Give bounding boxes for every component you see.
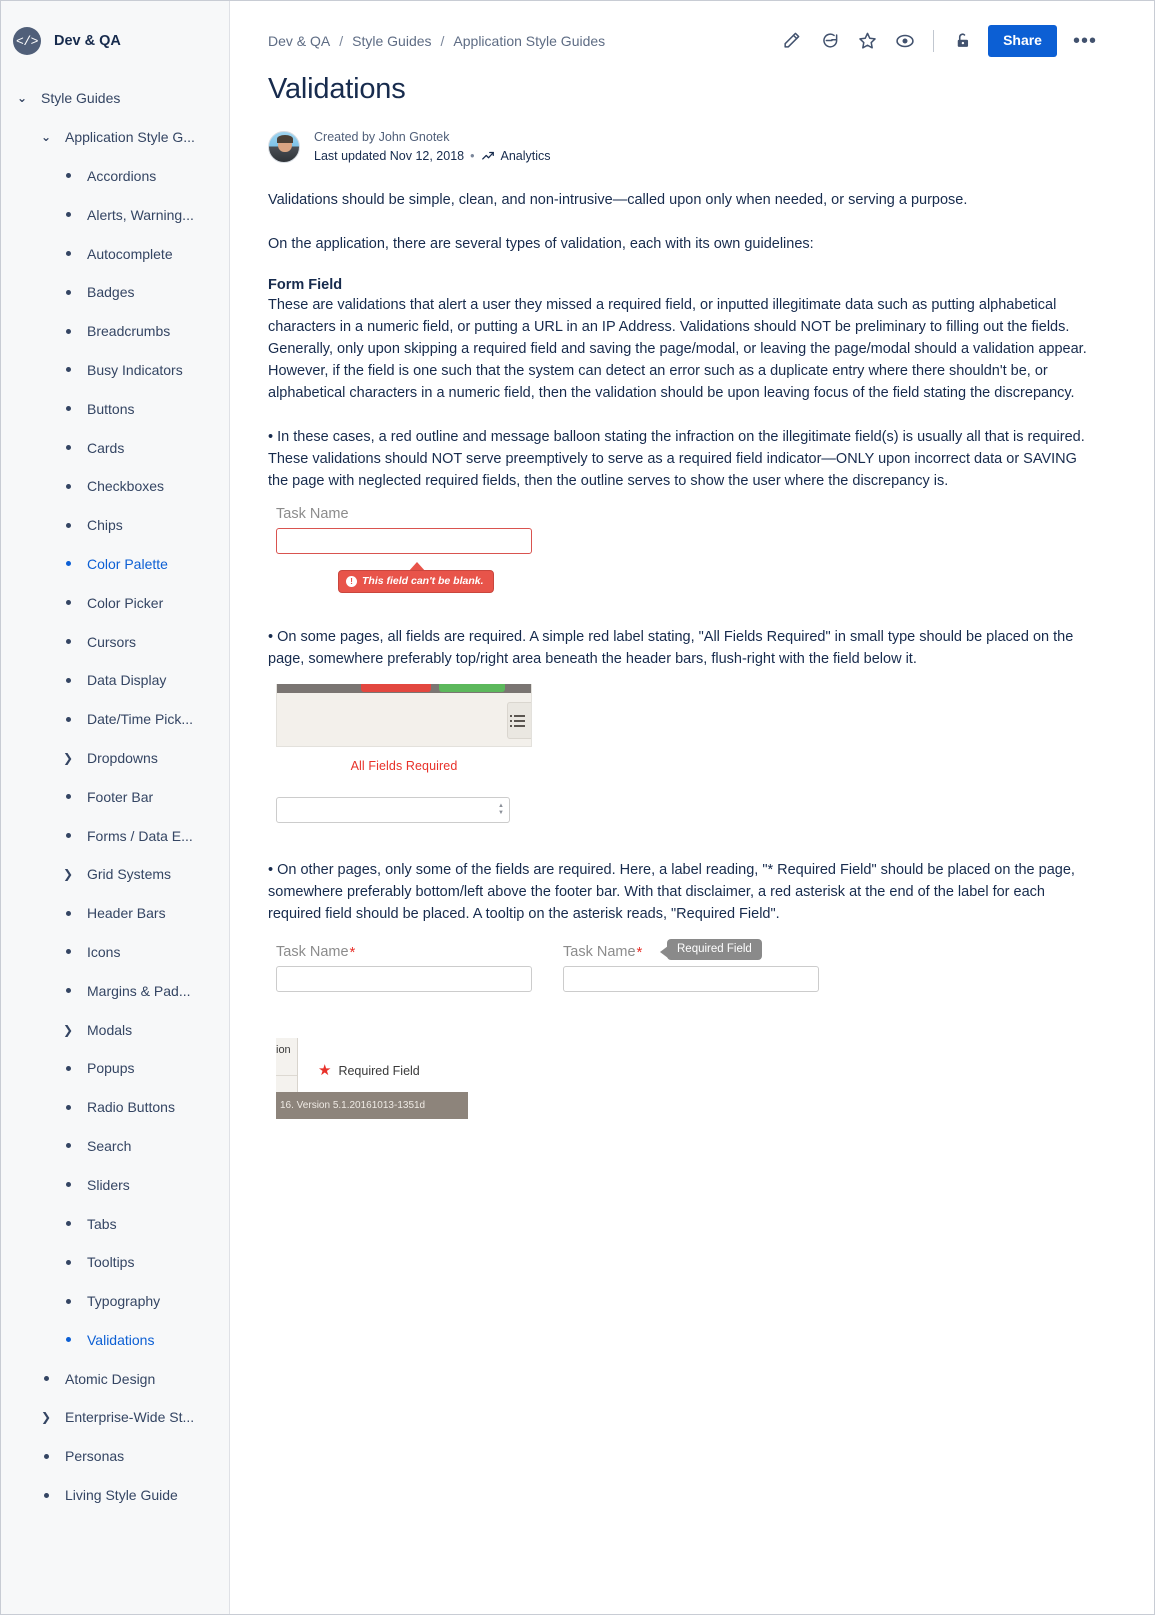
chevron-right-icon[interactable]: ❯	[40, 1410, 52, 1425]
sidebar-item-badges[interactable]	[1, 273, 229, 312]
sidebar-item-label: Busy Indicators	[87, 361, 183, 378]
figure-footer-required-field	[276, 1038, 468, 1118]
sidebar-item-modals[interactable]	[1, 1010, 229, 1049]
sidebar-item-tooltips[interactable]	[1, 1243, 229, 1282]
sidebar-item-label: Modals	[87, 1021, 133, 1038]
all-fields-required-label: All Fields Required	[350, 759, 458, 774]
sidebar-item-typography[interactable]	[1, 1282, 229, 1321]
byline	[268, 128, 1099, 165]
header-chip-green	[439, 684, 505, 692]
bullet-icon	[59, 600, 77, 605]
bullet-paragraph-3: • On other pages, only some of the fields are required. Here, a label reading, "* Required Field" should be placed on the page, somewhere preferably bottom/left above the footer bar. With that disclaimer, a red asterisk at the end of the label for each required field should be placed. A tooltip on the asterisk reads, "Required Field".	[268, 862, 1075, 923]
breadcrumb-item-1[interactable]: Style Guides	[352, 33, 432, 49]
sidebar-item-label: Footer Bar	[87, 788, 154, 805]
more-actions-icon[interactable]: •••	[1072, 29, 1097, 52]
bullet-icon	[59, 251, 77, 256]
bullet-icon	[59, 988, 77, 993]
bullet-icon	[59, 445, 77, 450]
bullet-icon	[59, 290, 77, 295]
sidebar-item-style-guides[interactable]	[1, 79, 229, 118]
figure-form-field-validation	[276, 506, 546, 596]
chevron-right-icon[interactable]: ❯	[62, 750, 74, 765]
bullet-icon	[59, 329, 77, 334]
required-field-col-left	[276, 943, 532, 992]
bullet-icon	[59, 523, 77, 528]
sidebar-item-label: Data Display	[87, 672, 167, 689]
sidebar-item-label: Buttons	[87, 400, 135, 417]
restrictions-lock-icon[interactable]	[950, 29, 974, 53]
last-updated: Last updated Nov 12, 2018	[314, 148, 465, 163]
bullet-icon	[37, 1493, 55, 1498]
bullet-icon	[59, 212, 77, 217]
sidebar-item-label: Alerts, Warning...	[87, 206, 194, 223]
sidebar-item-label: Radio Buttons	[87, 1099, 175, 1116]
chevron-down-icon[interactable]: ⌄	[16, 91, 28, 106]
sidebar-item-label: Validations	[87, 1331, 155, 1348]
bullet-icon	[59, 949, 77, 954]
sidebar-item-label: Color Picker	[87, 594, 164, 611]
bullet-icon	[59, 173, 77, 178]
bullet-icon	[59, 1143, 77, 1148]
lead-paragraph: On the application, there are several types of validation, each with its own guidelines:	[268, 236, 814, 253]
sidebar-item-label: Accordions	[87, 167, 157, 184]
sidebar-item-color-picker[interactable]	[1, 583, 229, 622]
sidebar-item-label: Icons	[87, 943, 121, 960]
sidebar-item-busy-indicators[interactable]	[1, 351, 229, 390]
exclamation-icon: !	[346, 576, 357, 587]
screenshot-header-bar	[277, 684, 531, 693]
space-name: Dev & QA	[54, 33, 121, 49]
sidebar-item-chips[interactable]	[1, 506, 229, 545]
bullet-icon	[59, 1182, 77, 1187]
sidebar-item-label: Living Style Guide	[65, 1487, 178, 1504]
chevron-down-icon[interactable]: ⌄	[40, 130, 52, 145]
chart-icon	[481, 149, 495, 163]
sidebar-item-margins-pad[interactable]	[1, 971, 229, 1010]
required-field-tooltip: Required Field	[667, 939, 762, 960]
avatar[interactable]	[268, 131, 300, 163]
validation-balloon-wrap	[276, 562, 546, 596]
sidebar-item-accordions[interactable]	[1, 157, 229, 196]
bullet-icon	[59, 833, 77, 838]
breadcrumb-item-0[interactable]: Dev & QA	[268, 33, 331, 49]
breadcrumb	[268, 33, 605, 49]
chevron-right-icon[interactable]: ❯	[62, 867, 74, 882]
bullet-icon	[59, 1337, 77, 1342]
bullet-icon	[59, 1260, 77, 1265]
bullet-icon	[59, 794, 77, 799]
byline-text	[314, 128, 551, 165]
sidebar	[1, 1, 230, 1614]
task-name-label-left	[276, 944, 355, 960]
section-heading-form-field: Form Field	[268, 277, 343, 294]
figure-required-field-asterisk	[276, 943, 1099, 992]
comment-icon[interactable]	[817, 29, 841, 53]
version-bar: 16. Version 5.1.20161013-1351d	[276, 1092, 468, 1119]
sidebar-item-data-display[interactable]	[1, 661, 229, 700]
created-by: Created by John Gnotek	[314, 130, 450, 144]
sidebar-item-label: Margins & Pad...	[87, 982, 191, 999]
breadcrumb-separator: /	[339, 33, 344, 49]
bullet-icon	[59, 1299, 77, 1304]
sidebar-item-living-style-guide[interactable]	[1, 1476, 229, 1515]
sidebar-item-color-palette[interactable]	[1, 545, 229, 584]
updated-row	[314, 147, 551, 166]
spinner-arrows-icon: ▲ ▼	[498, 803, 504, 817]
breadcrumb-separator: /	[440, 33, 445, 49]
page-tree	[1, 79, 229, 1514]
chevron-right-icon[interactable]: ❯	[62, 1022, 74, 1037]
bullet-icon	[37, 1454, 55, 1459]
sidebar-item-application-style-g[interactable]	[1, 118, 229, 157]
sidebar-item-label: Personas	[65, 1448, 125, 1465]
sidebar-item-label: Application Style G...	[65, 129, 195, 146]
task-name-label-right	[563, 944, 642, 960]
sidebar-item-label: Badges	[87, 284, 135, 301]
task-name-label: Task Name	[276, 506, 349, 523]
sidebar-item-cursors[interactable]	[1, 622, 229, 661]
page-title: Validations	[268, 73, 406, 105]
watch-eye-icon[interactable]	[893, 29, 917, 53]
sidebar-item-label: Style Guides	[41, 90, 121, 107]
task-name-input-left[interactable]	[276, 966, 532, 992]
page-toolbar	[268, 23, 1099, 59]
bullet-paragraph-1: • In these cases, a red outline and message balloon stating the infraction on the illegitimate field(s) is usually all that is required. These validations should NOT serve preemptively to serve as a required field indicator—ONLY upon incorrect data or SAVING the page with neglected required fields, then the outline serves to show the user where the discrepancy is.	[268, 429, 1085, 490]
bullet-icon	[59, 717, 77, 722]
edit-icon[interactable]	[779, 29, 803, 53]
sidebar-item-buttons[interactable]	[1, 389, 229, 428]
sidebar-item-label: Typography	[87, 1293, 161, 1310]
bullet-paragraph-2: • On some pages, all fields are required. A simple red label stating, "All Fields Required" in small type should be placed on the page, somewhere preferably top/right area beneath the header bars, flush-right with the field below it.	[268, 629, 1074, 668]
bullet-icon	[59, 406, 77, 411]
bullet-icon	[59, 367, 77, 372]
list-menu-icon	[507, 702, 531, 739]
bullet-icon	[59, 678, 77, 683]
sidebar-item-label: Forms / Data E...	[87, 827, 193, 844]
task-name-input[interactable]	[276, 528, 532, 554]
bullet-icon	[59, 484, 77, 489]
bullet-icon	[59, 561, 77, 566]
sidebar-item-validations[interactable]	[1, 1321, 229, 1360]
toolbar-divider	[933, 30, 934, 52]
sidebar-item-icons[interactable]	[1, 933, 229, 972]
task-name-text-left: Task Name	[276, 944, 349, 961]
bullet-icon	[59, 1221, 77, 1226]
sidebar-item-label: Dropdowns	[87, 749, 158, 766]
sidebar-item-date-time-pick[interactable]	[1, 700, 229, 739]
sidebar-item-cards[interactable]	[1, 428, 229, 467]
required-field-col-right	[563, 943, 819, 992]
task-name-input-right[interactable]	[563, 966, 819, 992]
figure-all-fields-required	[276, 684, 1099, 823]
sidebar-item-label: Grid Systems	[87, 866, 172, 883]
sidebar-item-label: Header Bars	[87, 905, 166, 922]
sidebar-item-search[interactable]	[1, 1127, 229, 1166]
toolbar-actions	[779, 25, 1099, 56]
code-icon: </>	[13, 27, 41, 55]
sidebar-item-label: Breadcrumbs	[87, 323, 171, 340]
number-spinner-input[interactable]	[276, 797, 510, 823]
sidebar-item-alerts-warning[interactable]	[1, 195, 229, 234]
required-asterisk-footer: ★	[318, 1062, 332, 1080]
footer-required-field-label	[318, 1063, 420, 1078]
analytics-link[interactable]	[481, 147, 551, 166]
screenshot-fragment-header	[276, 684, 532, 747]
sidebar-item-label: Chips	[87, 517, 123, 534]
sidebar-item-label: Sliders	[87, 1176, 130, 1193]
sidebar-item-label: Tooltips	[87, 1254, 135, 1271]
tab-fragment: ion	[276, 1038, 298, 1092]
sidebar-item-forms-data-e[interactable]	[1, 816, 229, 855]
sidebar-item-tabs[interactable]	[1, 1204, 229, 1243]
header-chip-red	[361, 684, 431, 692]
sidebar-item-label: Tabs	[87, 1215, 117, 1232]
space-header[interactable]	[1, 23, 229, 59]
sidebar-item-dropdowns[interactable]	[1, 739, 229, 778]
breadcrumb-item-2[interactable]: Application Style Guides	[453, 33, 606, 49]
sidebar-item-label: Cursors	[87, 633, 137, 650]
bullet-icon	[37, 1376, 55, 1381]
sidebar-item-header-bars[interactable]	[1, 894, 229, 933]
dot-separator: •	[470, 148, 475, 163]
required-field-text: Required Field	[338, 1063, 420, 1078]
validation-message: This field can't be blank.	[362, 575, 484, 588]
sidebar-item-atomic-design[interactable]	[1, 1359, 229, 1398]
sidebar-item-label: Atomic Design	[65, 1370, 156, 1387]
analytics-label: Analytics	[500, 148, 551, 163]
validation-balloon	[338, 570, 494, 593]
sidebar-item-label: Checkboxes	[87, 478, 165, 495]
sidebar-item-autocomplete[interactable]	[1, 234, 229, 273]
bullet-icon	[59, 1066, 77, 1071]
bullet-icon	[59, 1105, 77, 1110]
sidebar-item-radio-buttons[interactable]	[1, 1088, 229, 1127]
sidebar-item-enterprise-wide-st[interactable]	[1, 1398, 229, 1437]
sidebar-item-personas[interactable]	[1, 1437, 229, 1476]
required-asterisk-left: *	[349, 944, 356, 962]
task-name-text-right: Task Name	[563, 944, 636, 961]
intro-paragraph: Validations should be simple, clean, and non-intrusive—called upon only when needed, or serving a purpose.	[268, 192, 968, 208]
sidebar-item-popups[interactable]	[1, 1049, 229, 1088]
sidebar-item-sliders[interactable]	[1, 1165, 229, 1204]
sidebar-item-grid-systems[interactable]	[1, 855, 229, 894]
sidebar-item-label: Popups	[87, 1060, 135, 1077]
section-body-form-field: These are validations that alert a user they missed a required field, or inputted illegitimate data such as putting alphabetical characters in a numeric field, or putting a URL in an IP Address. Validations should NOT be preliminary to filling out the fields. Generally, only upon skipping a required field and saving the page/modal, or leaving the page/modal should a validation appear. However, if the field is one such that the system can detect an error such as a duplicate entry where there shouldn't be, or alphabetical characters in a numeric field, then the validation should be upon leaving focus of the field stating the discrepancy.	[268, 297, 1087, 402]
sidebar-item-label: Search	[87, 1137, 132, 1154]
sidebar-item-checkboxes[interactable]	[1, 467, 229, 506]
bullet-icon	[59, 639, 77, 644]
main-content	[230, 1, 1154, 1614]
sidebar-item-label: Date/Time Pick...	[87, 711, 194, 728]
star-icon[interactable]	[855, 29, 879, 53]
sidebar-item-label: Cards	[87, 439, 125, 456]
required-asterisk-right[interactable]: *	[636, 944, 643, 962]
sidebar-item-label: Color Palette	[87, 555, 168, 572]
sidebar-item-label: Autocomplete	[87, 245, 173, 262]
sidebar-item-breadcrumbs[interactable]	[1, 312, 229, 351]
share-button[interactable]: Share	[988, 25, 1057, 56]
bullet-icon	[59, 911, 77, 916]
sidebar-item-footer-bar[interactable]	[1, 777, 229, 816]
sidebar-item-label: Enterprise-Wide St...	[65, 1409, 195, 1426]
